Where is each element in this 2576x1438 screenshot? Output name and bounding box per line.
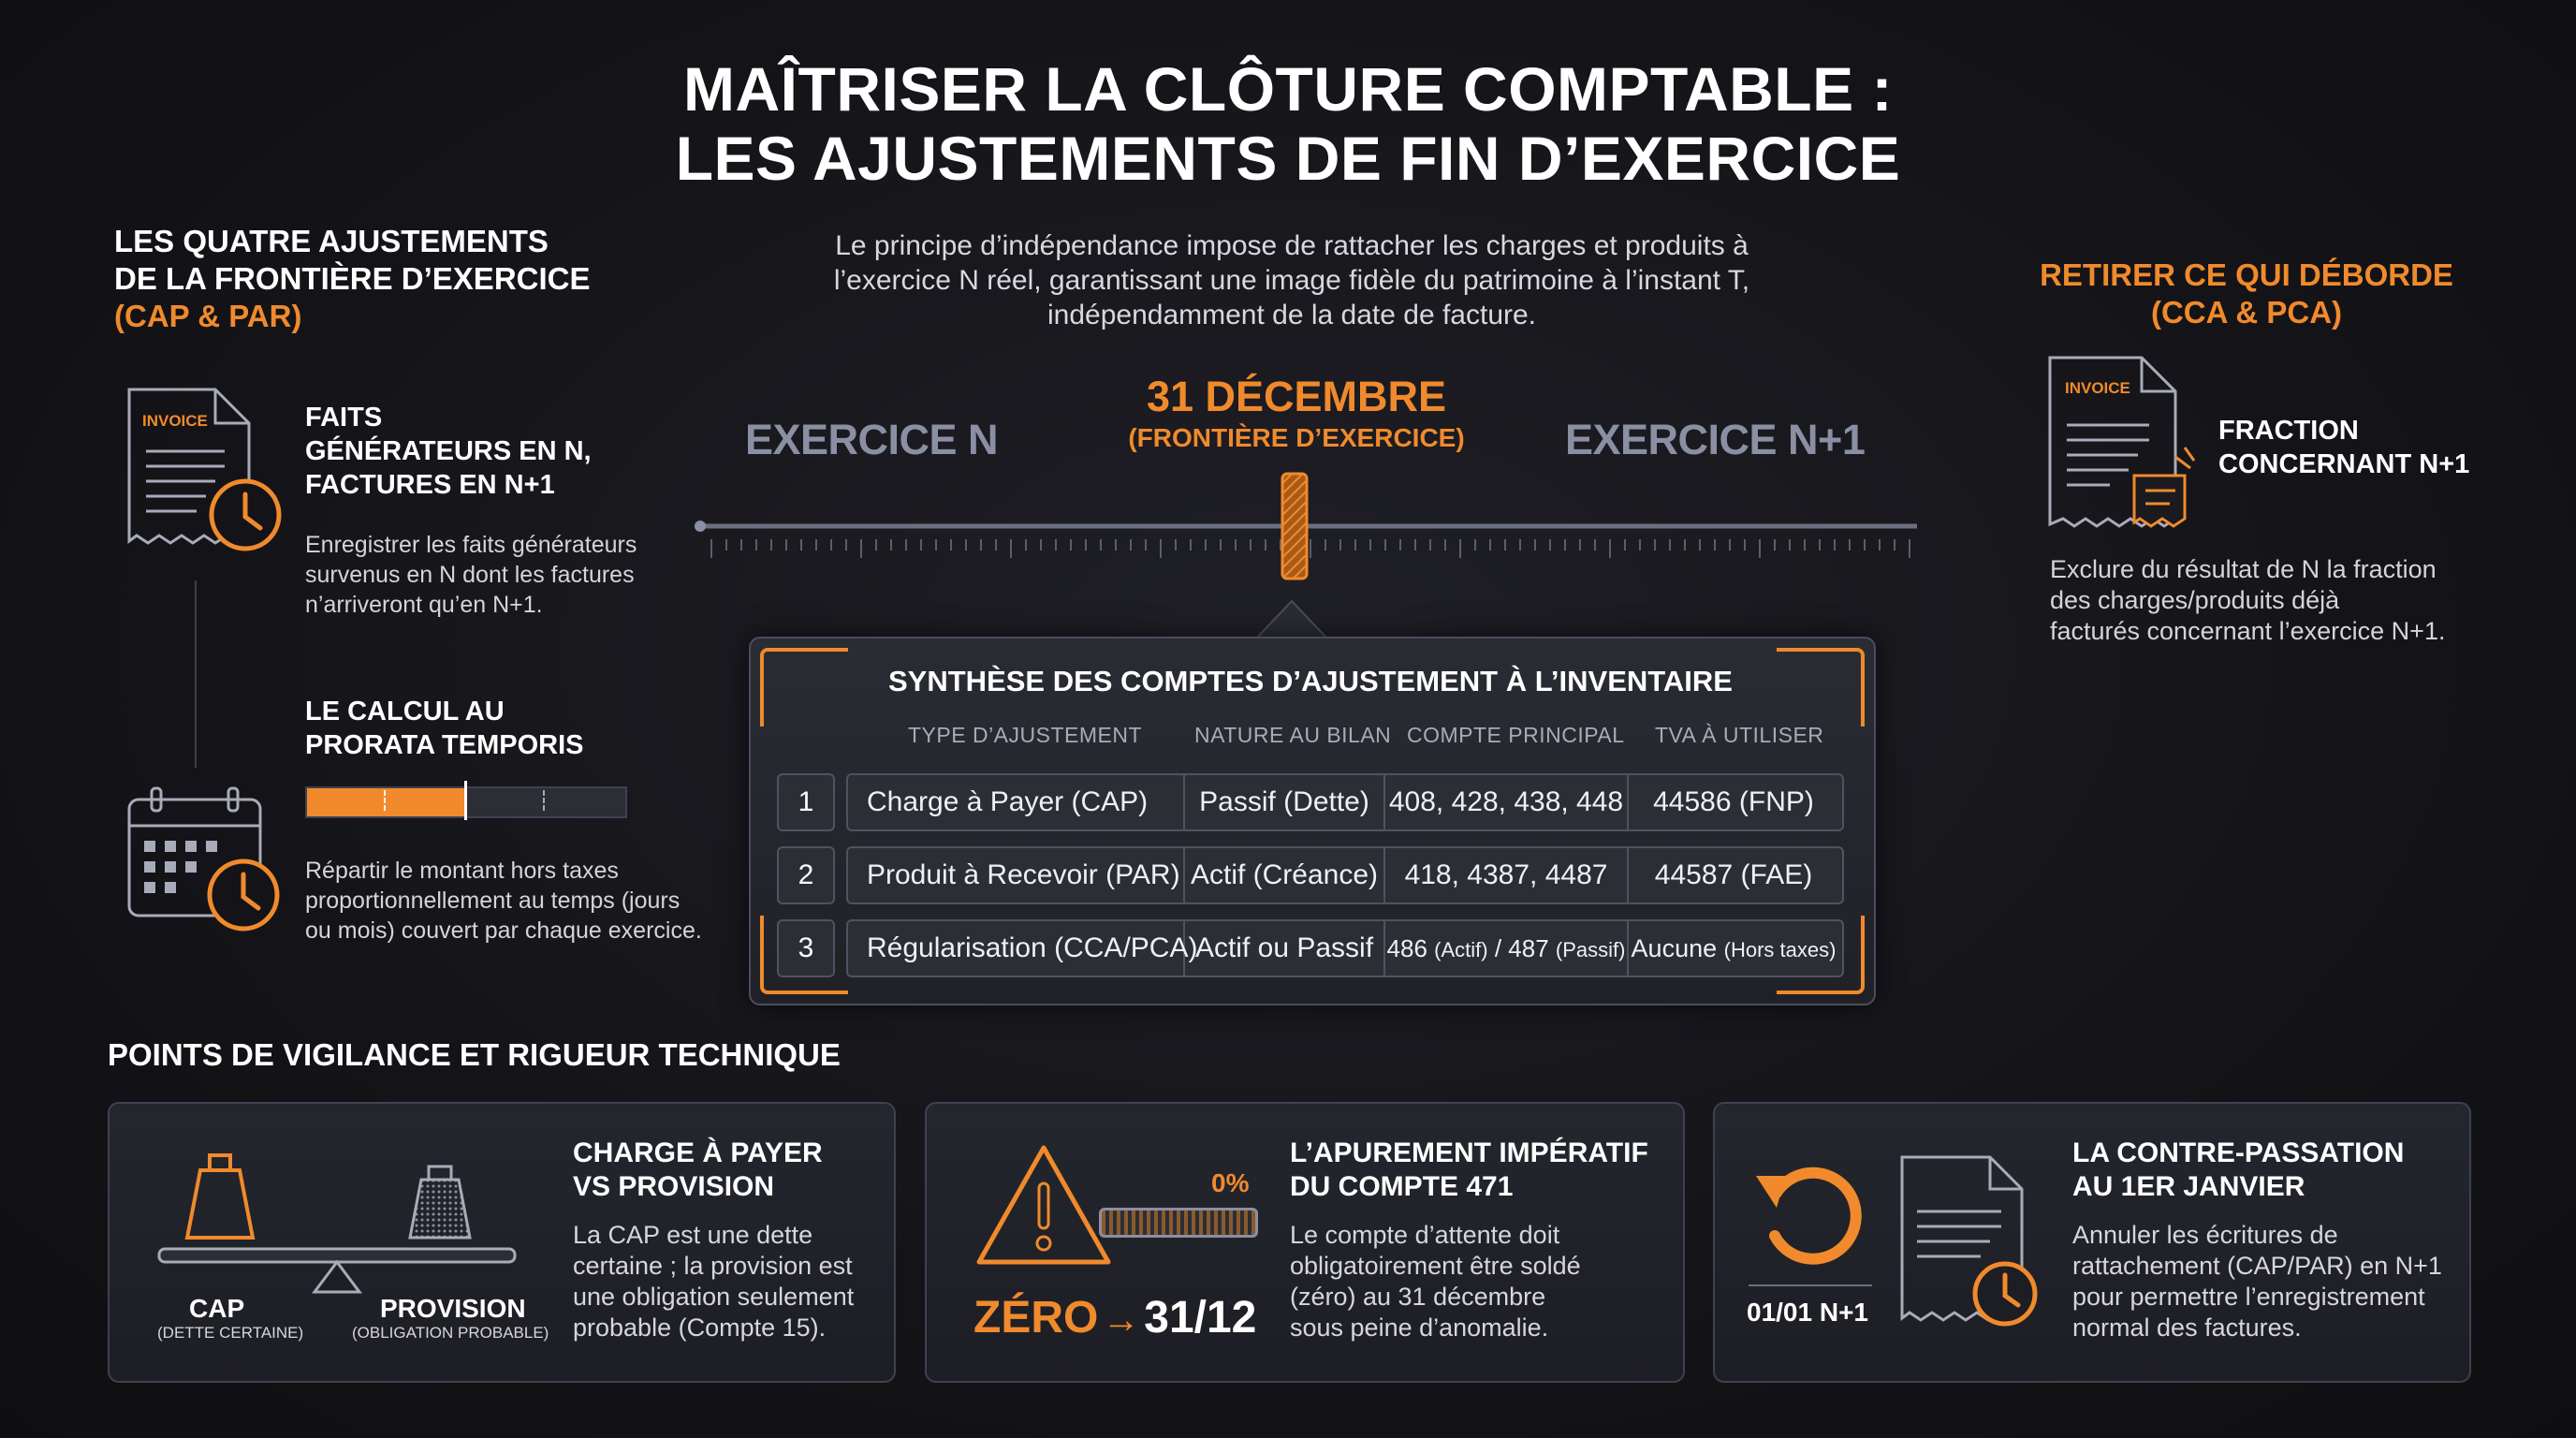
card3-title: [2072, 1137, 2404, 1204]
right-item-text-line: facturés concernant l’exercice N+1.: [2050, 617, 2446, 645]
item1-text-line: n’arriveront qu’en N+1.: [305, 592, 543, 618]
card3-text-line: rattachement (CAP/PAR) en N+1: [2072, 1252, 2442, 1280]
row-number: 2: [777, 846, 835, 904]
right-item-text-line: Exclure du résultat de N la fraction: [2050, 555, 2437, 583]
cell-type: Régularisation (CCA/PCA): [867, 932, 1198, 963]
cell-nature: Actif ou Passif: [1194, 932, 1374, 963]
prorata-progress-fill: [307, 788, 466, 816]
warning-icon: [973, 1142, 1114, 1269]
cell-type: Charge à Payer (CAP): [867, 786, 1149, 817]
left-heading-line: LES QUATRE AJUSTEMENTS: [114, 224, 549, 258]
date-label: 31/12: [1144, 1293, 1257, 1343]
card3-text-line: normal des factures.: [2072, 1313, 2302, 1342]
title-line-2: LES AJUSTEMENTS DE FIN D’EXERCICE: [675, 124, 1901, 193]
progress-marker: [464, 781, 467, 820]
card2-text-line: sous peine d’anomalie.: [1290, 1313, 1549, 1342]
balance-gauge: [1099, 1208, 1258, 1238]
row-number: 1: [777, 773, 835, 831]
item1-title: [305, 401, 592, 502]
vigilance-heading: POINTS DE VIGILANCE ET RIGUEUR TECHNIQUE: [108, 1037, 841, 1072]
card3-text-line: pour permettre l’enregistrement: [2072, 1283, 2425, 1311]
cap-sublabel: (DETTE CERTAINE): [157, 1324, 304, 1342]
calendar-clock-icon: [124, 785, 292, 944]
item2-text-line: proportionnellement au temps (jours: [305, 888, 681, 914]
item1-title-line: FACTURES EN N+1: [305, 470, 555, 500]
item2-text: [305, 856, 702, 946]
exercice-n1-label: EXERCICE N+1: [1565, 416, 1866, 463]
item2-text-line: ou mois) couvert par chaque exercice.: [305, 917, 702, 944]
cell-compte: 408, 428, 438, 448: [1388, 786, 1624, 817]
card2-title-line: DU COMPTE 471: [1290, 1171, 1514, 1202]
card2-text-line: obligatoirement être soldé: [1290, 1252, 1581, 1280]
card3-title-line: AU 1ER JANVIER: [2072, 1171, 2305, 1202]
tva-value: Aucune: [1631, 934, 1718, 962]
left-heading-line: (CAP & PAR): [114, 299, 302, 333]
card2-text-line: Le compte d’attente doit: [1290, 1221, 1560, 1249]
item2-title-line: PRORATA TEMPORIS: [305, 730, 584, 760]
compte-value: / 487: [1494, 934, 1549, 962]
card1-title-line: VS PROVISION: [573, 1171, 775, 1202]
arrow-icon: →: [1102, 1299, 1140, 1341]
right-heading: [2012, 257, 2481, 331]
item2-title-line: LE CALCUL AU: [305, 697, 505, 726]
right-item-text: [2050, 554, 2445, 647]
card2-title: [1290, 1137, 1648, 1204]
cell-tva: [1629, 921, 1838, 977]
right-heading-line: (CCA & PCA): [2150, 295, 2343, 330]
card1-text: [573, 1220, 854, 1343]
item1-text: [305, 530, 637, 620]
row-number: 3: [777, 919, 835, 977]
item1-text-line: Enregistrer les faits générateurs: [305, 532, 637, 558]
col-header-type: TYPE D’AJUSTEMENT: [908, 723, 1143, 747]
card2-text-line: (zéro) au 31 décembre: [1290, 1283, 1546, 1311]
title-line-1: MAÎTRISER LA CLÔTURE COMPTABLE :: [683, 54, 1893, 124]
exercice-n-label: EXERCICE N: [745, 416, 999, 463]
right-item-title-line: CONCERNANT N+1: [2218, 449, 2470, 479]
card1-text-line: une obligation seulement: [573, 1283, 855, 1311]
reset-date-label: 01/01 N+1: [1747, 1298, 1868, 1327]
date-boundary-sub: (FRONTIÈRE D’EXERCICE): [1128, 423, 1465, 452]
item1-title-line: FAITS: [305, 403, 383, 433]
percent-label: 0%: [1211, 1168, 1250, 1197]
card3-text: [2072, 1220, 2442, 1343]
compte-note: (Actif): [1434, 938, 1488, 961]
card1-title-line: CHARGE À PAYER: [573, 1137, 823, 1168]
cell-tva: 44586 (FNP): [1653, 786, 1814, 817]
item1-title-line: GÉNÉRATEURS EN N,: [305, 436, 592, 466]
tva-note: (Hors taxes): [1723, 938, 1837, 961]
item2-text-line: Répartir le montant hors taxes: [305, 858, 619, 884]
right-item-title: [2218, 414, 2469, 481]
synthese-title: SYNTHÈSE DES COMPTES D’AJUSTEMENT À L’INVENTAIRE: [888, 665, 1733, 697]
intro-line: l’exercice N réel, garantissant une image fidèle du patrimoine à l’instant T,: [833, 265, 1750, 296]
col-header-nature: NATURE AU BILAN: [1194, 723, 1392, 747]
left-heading-line: DE LA FRONTIÈRE D’EXERCICE: [114, 261, 591, 296]
card2-text: [1290, 1220, 1581, 1343]
intro-line: Le principe d’indépendance impose de rattacher les charges et produits à: [835, 230, 1749, 261]
cell-compte: 418, 4387, 4487: [1404, 859, 1608, 890]
provision-label: PROVISION: [380, 1294, 526, 1323]
card1-text-line: La CAP est une dette: [573, 1221, 813, 1249]
connector-line: [195, 580, 197, 768]
timeline-axis: [693, 468, 1928, 590]
intro-line: indépendamment de la date de facture.: [1046, 300, 1537, 330]
page-title: [0, 54, 2576, 193]
col-header-compte: COMPTE PRINCIPAL: [1407, 723, 1625, 747]
panel-pointer: [1254, 597, 1329, 640]
card1-title: [573, 1137, 823, 1204]
invoice-label: INVOICE: [142, 412, 208, 430]
right-item-text-line: des charges/produits déjà: [2050, 586, 2340, 614]
card1-text-line: certaine ; la provision est: [573, 1252, 853, 1280]
cell-type: Produit à Recevoir (PAR): [867, 859, 1180, 890]
document-clock-icon: [1896, 1153, 2056, 1341]
divider: [1749, 1284, 1872, 1286]
progress-tick: [384, 790, 386, 811]
card3-text-line: Annuler les écritures de: [2072, 1221, 2338, 1249]
card1-text-line: probable (Compte 15).: [573, 1313, 827, 1342]
item1-text-line: survenus en N dont les factures: [305, 562, 635, 588]
cell-nature: Actif (Créance): [1190, 859, 1379, 890]
cap-label: CAP: [189, 1294, 245, 1323]
provision-sublabel: (OBLIGATION PROBABLE): [352, 1324, 549, 1342]
right-item-title-line: FRACTION: [2218, 416, 2359, 446]
date-boundary: 31 DÉCEMBRE: [1146, 373, 1447, 420]
invoice-label: INVOICE: [2065, 379, 2130, 397]
compte-value: 486: [1386, 934, 1427, 962]
intro-text: [796, 228, 1788, 332]
progress-tick: [543, 790, 545, 811]
cell-compte: [1385, 921, 1627, 977]
col-header-tva: TVA À UTILISER: [1655, 723, 1824, 747]
card2-title-line: L’APUREMENT IMPÉRATIF: [1290, 1137, 1648, 1168]
zero-label: ZÉRO: [973, 1293, 1099, 1343]
card3-title-line: LA CONTRE-PASSATION: [2072, 1137, 2405, 1168]
item2-title: [305, 695, 584, 762]
zero-date-row: [973, 1292, 1256, 1343]
undo-arrow-icon: [1749, 1155, 1880, 1277]
left-heading: [114, 223, 591, 335]
cell-nature: Passif (Dette): [1199, 786, 1369, 817]
compte-note: (Passif): [1555, 938, 1626, 961]
right-heading-line: RETIRER CE QUI DÉBORDE: [2040, 257, 2453, 292]
cell-tva: 44587 (FAE): [1654, 859, 1813, 890]
